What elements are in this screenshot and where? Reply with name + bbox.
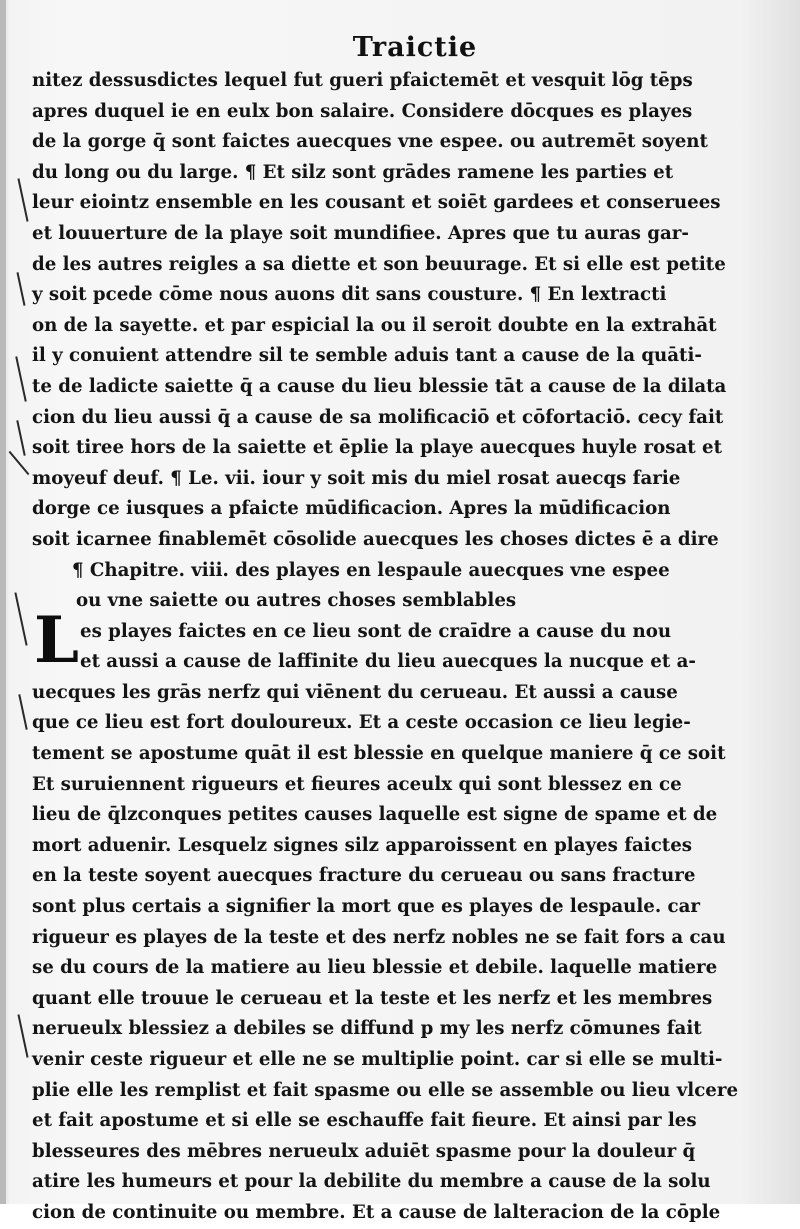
margin-mark	[17, 178, 28, 221]
text-line: en la teste soyent auecques fracture du cerueau ou sans fracture	[32, 865, 696, 887]
margin-mark	[17, 1014, 28, 1057]
text-line: et louuerture de la playe soit mundifiee. Apres que tu auras gar-	[32, 222, 689, 244]
text-line: Et suruiennent rigueurs et fieures aceulx qui sont blessez en ce	[32, 773, 682, 795]
text-block	[32, 66, 739, 1229]
margin-mark	[16, 420, 25, 456]
text-line: atire les humeurs et pour la debilite du membre a cause de la solu	[32, 1171, 711, 1193]
text-line: il y conuient attendre sil te semble aduis tant a cause de la quāti-	[32, 345, 702, 367]
margin-mark	[18, 694, 27, 730]
text-line: soit icarnee finablemēt cōsolide auecques les choses dictes ē a dire	[32, 528, 719, 550]
binding-gutter	[0, 0, 6, 1204]
text-line: de la gorge q̄ sont faictes auecques vne espee. ou autremēt soyent	[32, 131, 708, 153]
text-line: blesseures des mēbres nerueulx aduiēt spasme pour la douleur q̄	[32, 1140, 696, 1162]
text-line: que ce lieu est fort douloureux. Et a ceste occasion ce lieu legie-	[32, 712, 691, 734]
running-head: Traictie	[352, 32, 478, 63]
text-line: se du cours de la matiere au lieu blessie et debile. laquelle matiere	[32, 957, 718, 979]
margin-mark	[14, 592, 27, 645]
text-line: apres duquel ie en eulx bon salaire. Considere dōcques es playes	[32, 100, 693, 122]
text-line: leur eiointz ensemble en les cousant et soiēt gardees et conseruees	[32, 192, 721, 214]
text-line: nitez dessusdictes lequel fut gueri pfaictemēt et vesquit lōg tēps	[32, 70, 693, 91]
text-line: lieu de q̄lzconques petites causes laquelle est signe de spame et de	[32, 804, 718, 826]
text-line: tement se apostume quāt il est blessie en quelque maniere q̄ ce soit	[32, 743, 726, 765]
text-line: plie elle les remplist et fait spasme ou elle se assemble ou lieu vlcere	[32, 1079, 739, 1101]
drop-cap: L	[34, 602, 79, 678]
text-line: moyeuf deuf. ¶ Le. vii. iour y soit mis du miel rosat auecqs farie	[32, 467, 681, 489]
text-line: quant elle trouue le cerueau et la teste et les nerfz et les membres	[32, 987, 713, 1009]
chapter-heading: ¶ Chapitre. viii. des playes en lespaule auecques vne espee	[72, 559, 670, 581]
text-line: de les autres reigles a sa diette et son beuurage. Et si elle est petite	[32, 253, 726, 275]
text-line: venir ceste rigueur et elle ne se multiplie point. car si elle se multi-	[32, 1049, 723, 1070]
text-line: soit tiree hors de la saiette et ēplie la playe auecques huyle rosat et	[32, 437, 722, 459]
text-line: nerueulx blessiez a debiles se diffund p my les nerfz cōmunes fait	[32, 1018, 702, 1040]
text-line: uecques les grās nerfz qui viēnent du cerueau. Et aussi a cause	[32, 681, 678, 703]
text-line: te de ladicte saiette q̄ a cause du lieu blessie tāt a cause de la dilata	[32, 375, 727, 397]
text-line: on de la sayette. et par espicial la ou il seroit doubte en la extrahāt	[32, 314, 717, 336]
text-line: et fait apostume et si elle se eschauffe fait fieure. Et ainsi par les	[32, 1110, 697, 1132]
margin-mark	[16, 272, 25, 306]
text-line: et aussi a cause de laffinite du lieu auecques la nucque et a-	[80, 651, 696, 673]
chapter-heading: ou vne saiette ou autres choses semblables	[76, 590, 517, 612]
text-line: sont plus certais a signifier la mort que es playes de lespaule. car	[32, 896, 700, 918]
text-line: cion de continuite ou membre. Et a cause de lalteracion de la cōple	[32, 1201, 721, 1223]
text-line: y soit pcede cōme nous auons dit sans cousture. ¶ En lextracti	[32, 284, 667, 306]
text-line: rigueur es playes de la teste et des nerfz nobles ne se fait fors a cau	[32, 926, 726, 948]
drop-cap-line-text: es playes faictes en ce lieu sont de craīdre a cause du nou	[80, 620, 672, 642]
margin-mark	[15, 356, 27, 401]
text-line: cion du lieu aussi q̄ a cause de sa molificaciō et cōfortaciō. cecy fait	[32, 406, 724, 428]
margin-mark	[9, 451, 30, 475]
text-line: mort aduenir. Lesquelz signes silz apparoissent en playes faictes	[32, 834, 693, 856]
text-line: du long ou du large. ¶ Et silz sont grādes ramene les parties et	[32, 161, 674, 183]
text-line: dorge ce iusques a pfaicte mūdificacion. Apres la mūdificacion	[32, 498, 671, 520]
